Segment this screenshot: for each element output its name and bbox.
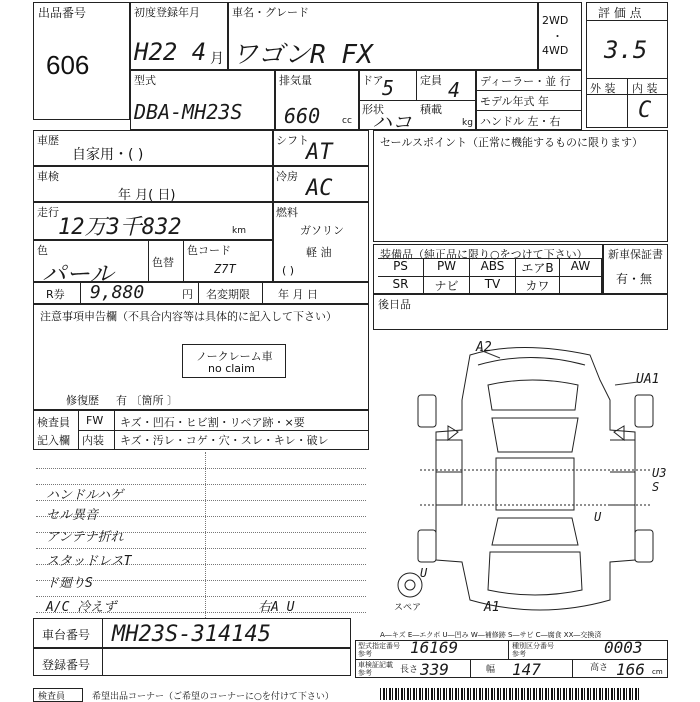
reg-hand: H22 4 [134, 38, 207, 66]
color-change-label: 色替 [152, 256, 174, 269]
inspection-label: 車検 [37, 170, 59, 183]
transfer-label: 名変期限 [206, 288, 250, 301]
width-label: 幅 [486, 665, 496, 675]
noclaim-en: no claim [208, 362, 255, 375]
remark-item: ド廻りS [46, 576, 93, 591]
model-label: 型式 [134, 74, 156, 87]
drive-4wd: 4WD [542, 44, 569, 57]
option-cell: TV [470, 276, 516, 294]
drive-dot: ・ [552, 30, 563, 43]
ac-hand: AC [306, 176, 333, 201]
diagram-mark: UA1 [636, 372, 660, 387]
recycle-hand: 9,880 [90, 282, 145, 303]
remark-item: A/C 冷えず [46, 600, 117, 615]
option-cell: AW [560, 258, 602, 276]
option-cell: SR [378, 276, 424, 294]
option-cell: PS [378, 258, 424, 276]
damage-legend: A―キズ E―エクボ U―凹み W―補修跡 S―サビ C―腐食 XX―交換済 [380, 631, 602, 639]
options-label: 装備品（純正品に限り○をつけて下さい） [380, 248, 588, 261]
reg-label: 初度登録年月 [134, 6, 200, 19]
checker-label-2: 記入欄 [37, 434, 70, 447]
model-hand: DBA-MH23S [134, 100, 243, 124]
mileage-label: 走行 [37, 206, 59, 219]
category: 0003 [604, 638, 643, 657]
checker-label-1: 検査員 [37, 416, 70, 429]
grade-value: 3.5 [604, 36, 648, 64]
length-label: 長さ [400, 665, 419, 675]
later-label: 後日品 [378, 298, 411, 311]
length: 339 [420, 660, 449, 679]
sales-label: セールスポイント（正常に機能するものに限ります） [380, 136, 644, 149]
load-unit: kg [462, 118, 473, 128]
checker-in-items: キズ・汚レ・コゲ・穴・スレ・キレ・破レ [120, 434, 329, 447]
chassis-hand: MH23S-314145 [112, 622, 271, 647]
checker-fw-items: キズ・凹石・ヒビ割・リペア跡・×要 [120, 416, 305, 429]
model-year-label: モデル年式 年 [480, 95, 549, 108]
remark-item: スタッドレスT [46, 554, 132, 569]
transfer-value: 年 月 日 [278, 288, 318, 301]
ext-label: 外 装 [590, 82, 616, 95]
notes-label: 注意事項申告欄（不具合内容等は具体的に記入して下さい） [40, 310, 337, 323]
remark-item: 右A U [258, 600, 295, 615]
diagram-mark: U3 S [652, 466, 667, 494]
option-cell: エアB [516, 258, 560, 276]
model-id-label: 型式指定番号 参考 [358, 642, 400, 658]
name-label: 車名・グレード [232, 6, 309, 19]
remark-item: アンテナ折れ [46, 530, 124, 545]
diagram-mark: A2 [476, 340, 492, 355]
category-label: 種別区分番号 参考 [512, 642, 554, 658]
checker-fw: FW [86, 414, 104, 427]
recycle-unit: 円 [182, 288, 193, 301]
fuel-diesel: 軽 油 [306, 246, 332, 259]
doors-hand: 5 [382, 76, 395, 100]
fuel-label: 燃料 [276, 206, 298, 219]
fuel-gas: ガソリン [300, 224, 344, 237]
history-label: 車歴 [37, 134, 59, 147]
disp-label: 排気量 [279, 74, 312, 87]
shape-hand: ハコ [372, 110, 412, 134]
bottom-text: 希望出品コーナー（ご希望のコーナーに○を付けて下さい） [92, 692, 334, 702]
reg-number-label: 登録番号 [42, 658, 91, 672]
height-label: 高さ [590, 663, 609, 673]
ac-label: 冷房 [276, 170, 298, 183]
recycle-label: R券 [46, 288, 65, 301]
lot-label: 出品番号 [38, 6, 87, 20]
load-label: 積載 [420, 103, 442, 116]
model-id: 16169 [410, 638, 459, 657]
diagram-mark: U [420, 566, 428, 580]
shift-label: シフト [276, 134, 309, 147]
repair-label: 修復歴 [66, 394, 99, 407]
chassis-label: 車台番号 [42, 628, 91, 642]
cap-label: 定員 [420, 74, 442, 87]
disp-hand: 660 [284, 104, 321, 128]
color-code-label: 色コード [187, 244, 231, 257]
reg-month-char: 月 [210, 51, 224, 67]
warranty-value: 有・無 [616, 272, 653, 286]
bottom-label: 検査員 [38, 692, 66, 702]
option-cell: カワ [516, 276, 560, 294]
shape-label: 形状 [362, 103, 384, 116]
option-cell: PW [424, 258, 470, 276]
diagram-mark: U [594, 510, 602, 524]
option-cell: ナビ [424, 276, 470, 294]
diagram-mark: A1 [484, 600, 500, 615]
repair-value: 有 〔箇所 〕 [116, 394, 178, 407]
height: 166 [616, 660, 645, 679]
name-hand: ワゴンR FX [232, 40, 373, 70]
grade-label: 評 価 点 [598, 6, 642, 20]
dims-unit: cm [652, 668, 663, 676]
spare-label: スペア [394, 603, 422, 613]
dealer-label: ディーラー・並 行 [480, 75, 571, 88]
option-cell: ABS [470, 258, 516, 276]
drive-2wd: 2WD [542, 14, 569, 27]
remark-item: ハンドルハゲ [46, 488, 124, 503]
width: 147 [512, 660, 541, 679]
int-grade: C [638, 98, 652, 123]
cert-label: 車検証記載 参考 [358, 661, 393, 677]
cap-hand: 4 [448, 78, 461, 102]
lot-number: 606 [46, 50, 90, 80]
doors-label: ドア [362, 74, 384, 87]
color-code-hand: Z7T [214, 262, 236, 276]
shift-hand: AT [306, 140, 333, 165]
checker-in: 内装 [82, 434, 104, 447]
color-label: 色 [37, 244, 48, 257]
fuel-paren: ( ) [282, 264, 295, 277]
remark-item: セル異音 [46, 508, 99, 523]
history-value: 自家用・( ) [72, 147, 144, 163]
mileage-unit: km [232, 226, 246, 236]
disp-unit: cc [342, 116, 352, 126]
handle-label: ハンドル 左・右 [480, 115, 561, 128]
int-label: 内 装 [632, 82, 658, 95]
warranty-label: 新車保証書 [608, 248, 663, 261]
noclaim-jp: ノークレーム車 [196, 350, 273, 363]
mileage-hand: 12万3千832 [58, 215, 182, 240]
color-hand: パール [42, 260, 114, 288]
inspection-value: 年 月( 日) [118, 188, 176, 203]
